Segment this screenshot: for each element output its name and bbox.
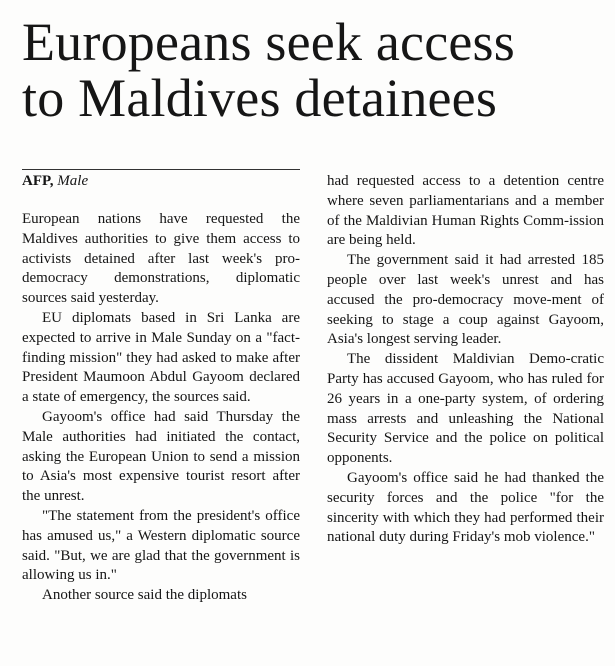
byline-place: Male [57, 173, 89, 189]
paragraph: Gayoom's office had said Thursday the Male authorities had initiated the contact, asking the European Union to send a mission to Asia's most expensive tourist resort after the unrest. [22, 408, 300, 505]
paragraph: European nations have requested the Maldives authorities to give them access to activists detained after last week's pro-democracy demonstrations, diplomatic sources said yesterday. [22, 211, 300, 307]
paragraph: The government said it had arrested 185 people over last week's unrest and has accused the pro-democracy move-ment of seeking to stage a coup against Gayoom, Asia's longest serving leader. [327, 252, 604, 348]
byline-agency: AFP, [22, 173, 54, 189]
paragraph: "The statement from the president's office has amused us," a Western diplomatic source said. "But, we are glad that the government is allowing us in." [22, 507, 300, 584]
headline-line-2: to Maldives detainees [22, 68, 498, 128]
byline [22, 171, 88, 191]
right-column [327, 172, 604, 548]
paragraph: Gayoom's office said he had thanked the security forces and the police "for the sincerity with which they had performed their national duty during Friday's mob violence." [327, 469, 604, 546]
paragraph: The dissident Maldivian Demo-cratic Party has accused Gayoom, who has ruled for 26 years in a one-party system, of ordering mass arrests and unleashing the National Security Service and the police on political opponents. [327, 351, 604, 467]
byline-rule [22, 169, 300, 170]
paragraph: had requested access to a detention centre where seven parliamentarians and a member of the Maldivian Human Rights Comm-ission are being held. [327, 173, 604, 249]
headline [22, 14, 607, 126]
paragraph: EU diplomats based in Sri Lanka are expected to arrive in Male Sunday on a "fact-finding mission" they had asked to make after President Maumoon Abdul Gayoom declared a state of emergency, the sources said. [22, 309, 300, 406]
headline-line-1: Europeans seek access [22, 12, 515, 72]
paragraph: Another source said the diplomats [42, 587, 247, 604]
left-column [22, 210, 300, 606]
